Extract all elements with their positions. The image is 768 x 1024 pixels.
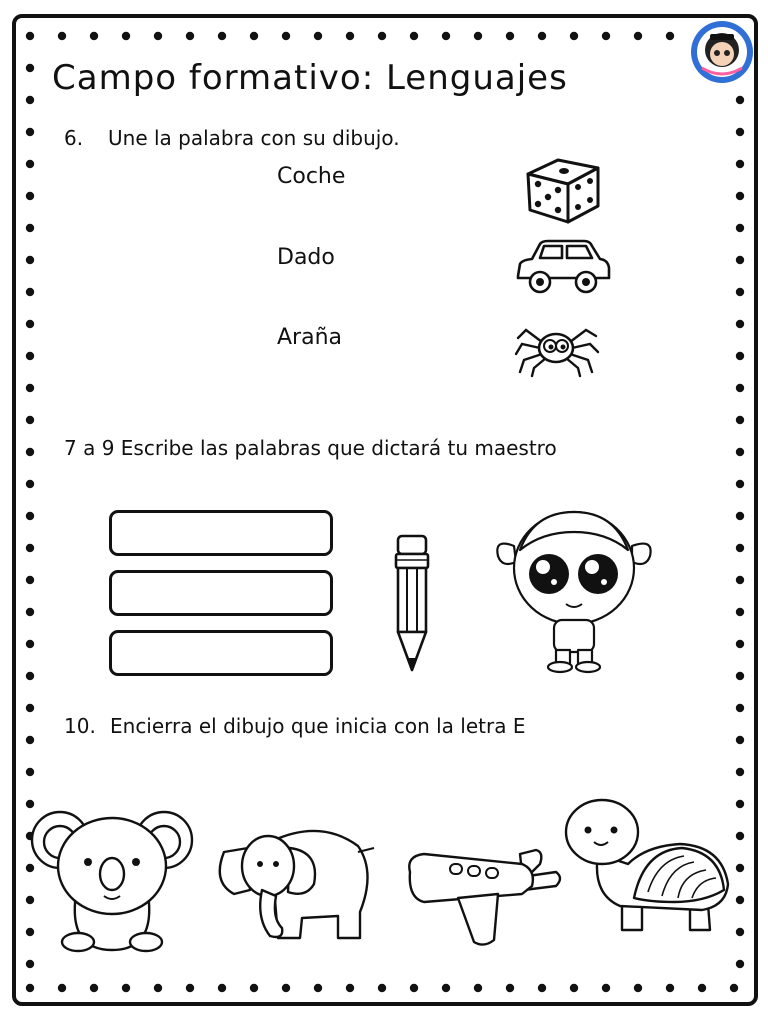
border-dot [26, 448, 34, 456]
word-coche: Coche [277, 164, 346, 189]
border-dot [602, 984, 610, 992]
border-dot [90, 32, 98, 40]
border-dot [26, 544, 34, 552]
question-instruction: Encierra el dibujo que inicia con la letra E [110, 714, 526, 738]
border-dot [736, 384, 744, 392]
border-dot [506, 32, 514, 40]
border-dot [736, 768, 744, 776]
border-dot [26, 512, 34, 520]
border-dot [570, 984, 578, 992]
border-dot [736, 544, 744, 552]
border-dot [186, 32, 194, 40]
border-dot [736, 320, 744, 328]
child-illustration [494, 506, 656, 674]
answer-box-3[interactable] [109, 630, 333, 676]
car-icon [514, 238, 612, 296]
border-dot [736, 576, 744, 584]
border-dot [736, 224, 744, 232]
border-dot [26, 672, 34, 680]
page-title: Campo formativo: Lenguajes [52, 58, 568, 98]
word-dado: Dado [277, 245, 335, 270]
border-dot [736, 288, 744, 296]
border-dot [26, 160, 34, 168]
border-dot [730, 984, 738, 992]
border-dot [250, 32, 258, 40]
border-dot [282, 984, 290, 992]
border-dot [346, 984, 354, 992]
border-dot [26, 224, 34, 232]
border-dot [666, 32, 674, 40]
border-dot [26, 320, 34, 328]
border-dot [122, 32, 130, 40]
border-dot [282, 32, 290, 40]
border-dot [736, 928, 744, 936]
border-dot [736, 960, 744, 968]
border-dot [26, 96, 34, 104]
border-dot [736, 640, 744, 648]
border-dot [122, 984, 130, 992]
border-dot [474, 32, 482, 40]
border-dot [218, 32, 226, 40]
question-7-9: 7 a 9 Escribe las palabras que dictará tu maestro [64, 436, 557, 460]
border-dot [26, 984, 34, 992]
border-dot [736, 352, 744, 360]
border-dot [736, 864, 744, 872]
border-dot [26, 288, 34, 296]
border-dot [570, 32, 578, 40]
border-dot [602, 32, 610, 40]
border-dot [26, 704, 34, 712]
border-dot [698, 984, 706, 992]
border-dot [26, 256, 34, 264]
border-dot [26, 128, 34, 136]
spider-icon [512, 318, 602, 376]
airplane-illustration[interactable] [404, 842, 564, 946]
border-dot [736, 256, 744, 264]
koala-illustration[interactable] [30, 804, 194, 954]
teacher-logo-badge [690, 20, 754, 84]
border-dot [26, 192, 34, 200]
question-6 [64, 126, 400, 150]
question-instruction: Une la palabra con su dibujo. [108, 126, 400, 150]
border-dot [474, 984, 482, 992]
border-dot [346, 32, 354, 40]
answer-box-2[interactable] [109, 570, 333, 616]
border-dot [26, 32, 34, 40]
border-dot [26, 576, 34, 584]
border-dot [736, 160, 744, 168]
border-dot [26, 640, 34, 648]
border-dot [442, 32, 450, 40]
border-dot [26, 416, 34, 424]
border-dot [736, 128, 744, 136]
answer-box-1[interactable] [109, 510, 333, 556]
border-dot [666, 984, 674, 992]
border-dot [218, 984, 226, 992]
border-dot [634, 32, 642, 40]
border-dot [58, 32, 66, 40]
border-dot [736, 736, 744, 744]
border-dot [26, 352, 34, 360]
border-dot [442, 984, 450, 992]
border-dot [314, 984, 322, 992]
border-dot [154, 32, 162, 40]
border-dot [26, 480, 34, 488]
border-dot [736, 512, 744, 520]
border-dot [410, 984, 418, 992]
border-dot [378, 32, 386, 40]
border-dot [378, 984, 386, 992]
border-dot [26, 608, 34, 616]
border-dot [410, 32, 418, 40]
border-dot [90, 984, 98, 992]
word-arana: Araña [277, 325, 343, 350]
border-dot [736, 416, 744, 424]
border-dot [506, 984, 514, 992]
border-dot [736, 448, 744, 456]
border-dot [26, 960, 34, 968]
border-dot [736, 96, 744, 104]
border-dot [634, 984, 642, 992]
question-number: 6. [64, 126, 84, 150]
border-dot [26, 736, 34, 744]
question-10 [64, 714, 525, 738]
border-dot [154, 984, 162, 992]
question-number: 10. [64, 714, 96, 738]
border-dot [26, 384, 34, 392]
pencil-icon [390, 532, 434, 674]
border-dot [736, 832, 744, 840]
border-dot [736, 192, 744, 200]
border-dot [58, 984, 66, 992]
border-dot [314, 32, 322, 40]
border-dot [736, 800, 744, 808]
border-dot [26, 64, 34, 72]
elephant-illustration[interactable] [210, 812, 378, 948]
border-dot [250, 984, 258, 992]
border-dot [736, 896, 744, 904]
border-dot [736, 672, 744, 680]
border-dot [736, 704, 744, 712]
border-dot [538, 32, 546, 40]
border-dot [736, 608, 744, 616]
turtle-illustration[interactable] [562, 794, 732, 936]
border-dot [538, 984, 546, 992]
dice-icon [522, 152, 604, 226]
border-dot [26, 768, 34, 776]
border-dot [736, 480, 744, 488]
border-dot [186, 984, 194, 992]
